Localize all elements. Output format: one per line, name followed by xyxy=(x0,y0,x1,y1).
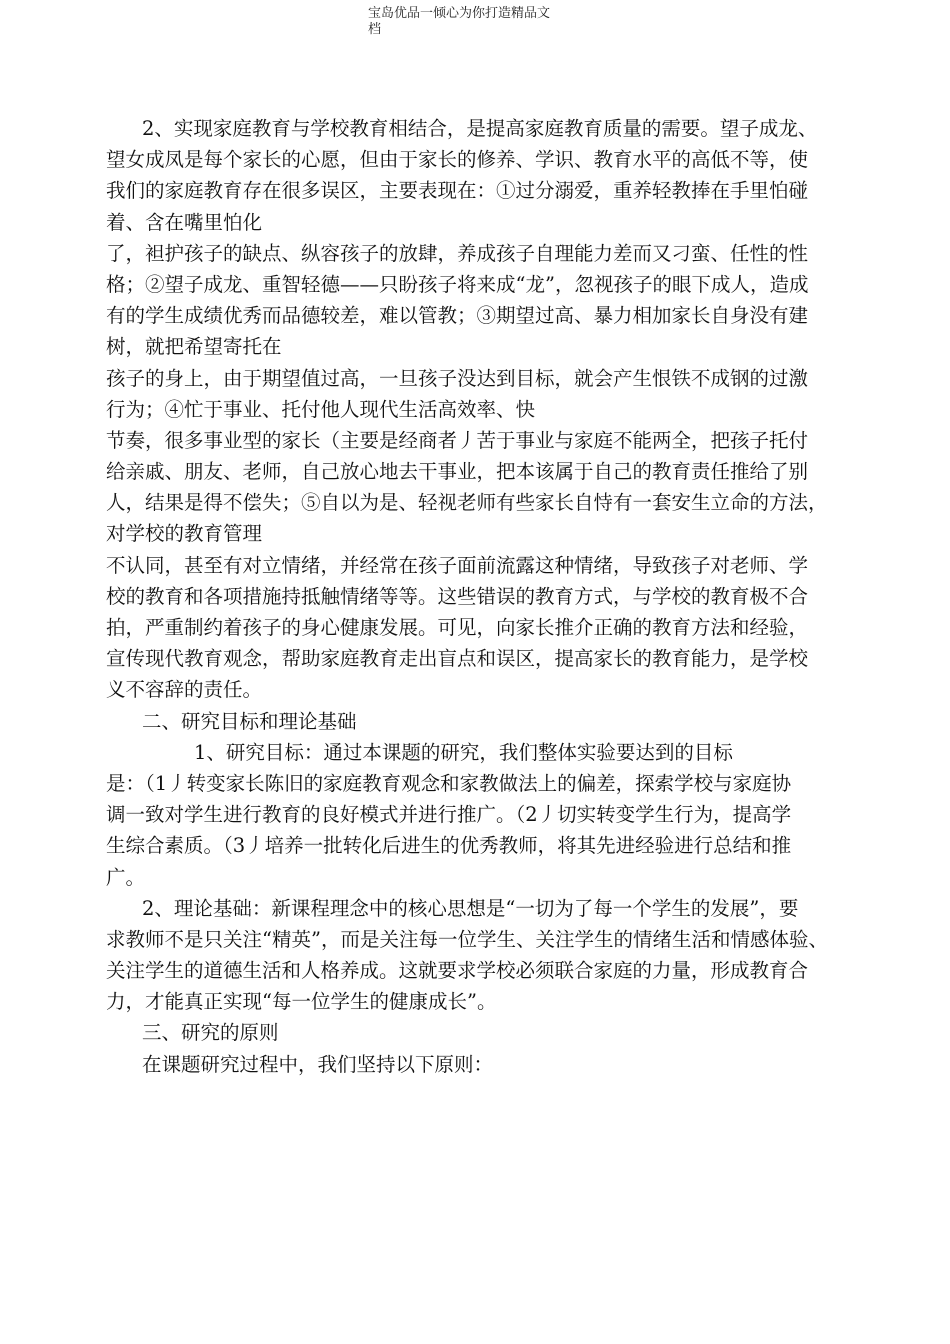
text-line: 望女成凤是每个家长的心愿，但由于家长的修养、学识、教育水平的高低不等，使 xyxy=(106,148,809,172)
text-line: 求教师不是只关注“精英”，而是关注每一位学生、关注学生的情绪生活和情感体验、 xyxy=(106,927,828,951)
text-line: 树，就把希望寄托在 xyxy=(106,335,282,359)
text-line: 行为；④忙于事业、托付他人现代生活高效率、快 xyxy=(106,397,536,421)
text-line: 格；②望子成龙、重智轻德——只盼孩子将来成“龙”，忽视孩子的眼下成人，造成 xyxy=(106,272,809,296)
text-line: 在课题研究过程中，我们坚持以下原则： xyxy=(142,1052,494,1076)
text-line: 2、理论基础：新课程理念中的核心思想是“一切为了每一个学生的发展”，要 xyxy=(142,896,799,920)
text-line: 着、含在嘴里怕化 xyxy=(106,210,263,234)
text-line: 是：（1丿转变家长陈旧的家庭教育观念和家教做法上的偏差，探索学校与家庭协 xyxy=(106,771,792,795)
text-line: 校的教育和各项措施持抵触情绪等等。这些错误的教育方式，与学校的教育极不合 xyxy=(106,584,809,608)
text-line: 生综合素质。（3丿培养一批转化后进生的优秀教师，将其先进经验进行总结和推 xyxy=(106,834,792,858)
text-line: 了，袒护孩子的缺点、纵容孩子的放肆，养成孩子自理能力差而又刁蛮、任性的性 xyxy=(106,241,809,265)
text-line: 广。 xyxy=(106,865,146,889)
text-line: 三、研究的原则 xyxy=(142,1021,279,1045)
text-line: 宣传现代教育观念，帮助家庭教育走出盲点和误区，提高家长的教育能力，是学校 xyxy=(106,647,809,671)
page-header xyxy=(368,6,588,38)
header-line-1: 宝岛优品一倾心为你打造精品文 xyxy=(368,6,551,21)
text-line: 人，结果是得不偿失；⑤自以为是、轻视老师有些家长自恃有一套安生立命的方法， xyxy=(106,491,828,515)
text-line: 孩子的身上，由于期望值过高，一旦孩子没达到目标，就会产生恨铁不成钢的过激 xyxy=(106,366,809,390)
header-line-2: 档 xyxy=(368,22,382,37)
text-line: 1、研究目标：通过本课题的研究，我们整体实验要达到的目标 xyxy=(194,740,733,764)
text-line: 调一致对学生进行教育的良好模式并进行推广。（2丿切实转变学生行为，提高学 xyxy=(106,803,792,827)
text-line: 关注学生的道德生活和人格养成。这就要求学校必须联合家庭的力量，形成教育合 xyxy=(106,959,809,983)
text-line: 二、研究目标和理论基础 xyxy=(142,709,357,733)
document-body xyxy=(106,113,852,1080)
text-line: 义不容辞的责任。 xyxy=(106,678,263,702)
text-line: 给亲戚、朋友、老师，自己放心地去干事业，把本该属于自己的教育责任推给了别 xyxy=(106,460,809,484)
text-line: 我们的家庭教育存在很多误区，主要表现在：①过分溺爱，重养轻教捧在手里怕碰 xyxy=(106,179,809,203)
text-line: 有的学生成绩优秀而品德较差，难以管教；③期望过高、暴力相加家长自身没有建 xyxy=(106,304,809,328)
text-line: 2、实现家庭教育与学校教育相结合，是提高家庭教育质量的需要。望子成龙、 xyxy=(142,117,818,140)
text-line: 不认同，甚至有对立情绪，并经常在孩子面前流露这种情绪，导致孩子对老师、学 xyxy=(106,553,809,577)
text-line: 力，才能真正实现“每一位学生的健康成长”。 xyxy=(106,990,497,1014)
text-line: 节奏，很多事业型的家长（主要是经商者丿苦于事业与家庭不能两全，把孩子托付 xyxy=(106,428,809,452)
text-line: 对学校的教育管理 xyxy=(106,522,263,546)
text-line: 拍，严重制约着孩子的身心健康发展。可见，向家长推介正确的教育方法和经验， xyxy=(106,616,809,639)
